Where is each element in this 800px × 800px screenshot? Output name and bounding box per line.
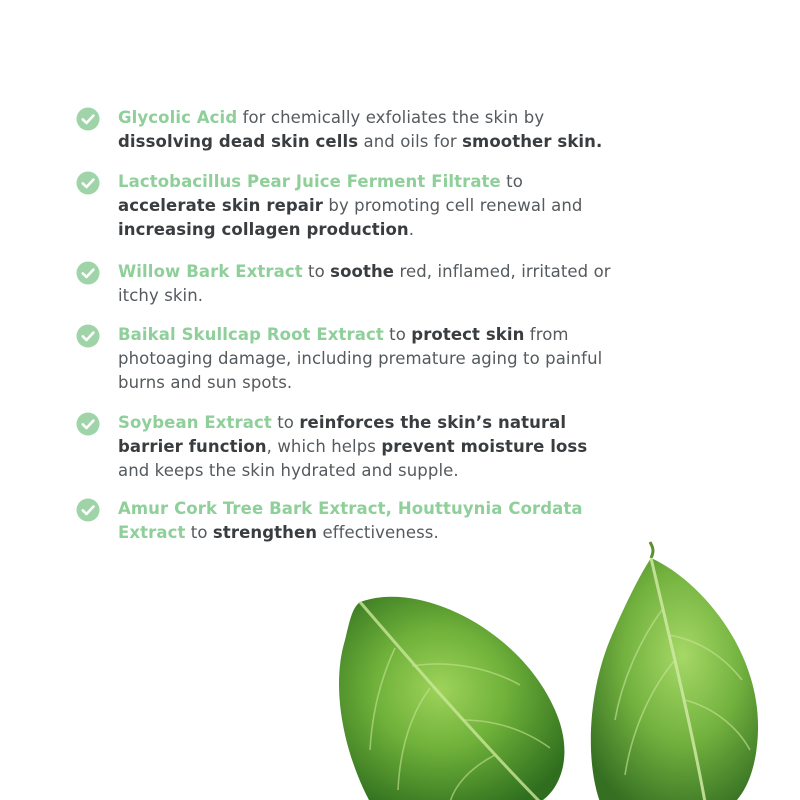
- item-text: Lactobacillus Pear Juice Ferment Filtrate to accelerate skin repair by promoting cell renewal and increasing collagen production.: [118, 172, 583, 239]
- ingredient-name: Amur Cork Tree Bark Extract, Houttuynia Cordata Extract: [118, 499, 583, 542]
- list-item: [76, 106, 676, 154]
- right-leaf: [591, 542, 758, 800]
- check-circle-icon: [76, 324, 100, 348]
- check-circle-icon: [76, 107, 100, 131]
- check-circle-icon: [76, 498, 100, 522]
- ingredient-name: Willow Bark Extract: [118, 262, 303, 281]
- list-item: [76, 260, 676, 308]
- ingredient-name: Glycolic Acid: [118, 108, 238, 127]
- check-circle-icon: [76, 171, 100, 195]
- ingredient-name: Soybean Extract: [118, 413, 272, 432]
- ingredient-name: Baikal Skullcap Root Extract: [118, 325, 384, 344]
- item-text: Amur Cork Tree Bark Extract, Houttuynia Cordata Extract to strengthen effectiveness.: [118, 499, 583, 542]
- list-item: [76, 323, 676, 395]
- check-circle-icon: [76, 261, 100, 285]
- item-text: Willow Bark Extract to soothe red, inflamed, irritated or itchy skin.: [118, 262, 611, 305]
- list-item: [76, 411, 676, 483]
- basil-leaves-illustration: [0, 540, 800, 800]
- ingredient-name: Lactobacillus Pear Juice Ferment Filtrate: [118, 172, 501, 191]
- list-item: [76, 497, 676, 545]
- item-text: Glycolic Acid for chemically exfoliates the skin by dissolving dead skin cells and oils for smoother skin.: [118, 108, 603, 151]
- left-leaf: [339, 597, 564, 800]
- check-circle-icon: [76, 412, 100, 436]
- item-text: Baikal Skullcap Root Extract to protect skin from photoaging damage, including premature aging to painful burns and sun spots.: [118, 325, 603, 392]
- item-text: Soybean Extract to reinforces the skin’s natural barrier function, which helps prevent moisture loss and keeps the skin hydrated and supple.: [118, 413, 588, 480]
- list-item: [76, 170, 676, 242]
